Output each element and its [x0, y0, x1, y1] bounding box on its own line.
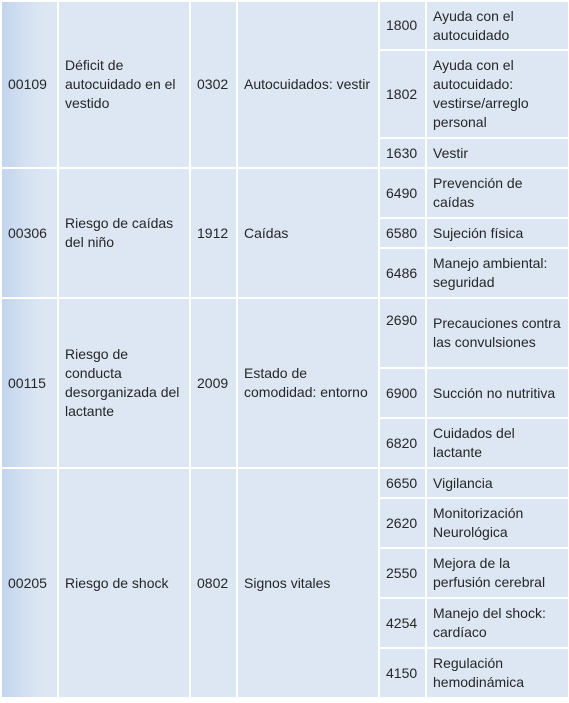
nic-label-cell: Mejora de la perfusión cerebral [426, 548, 569, 598]
diagnosis-cell: Riesgo de shock [58, 468, 190, 698]
nic-code-cell: 1800 [379, 1, 426, 50]
table-row [1, 468, 569, 498]
noc-code-cell: 0302 [190, 1, 237, 168]
nic-label-cell: Ayuda con el autocuidado [426, 1, 569, 50]
diagnosis-cell: Déficit de autocuidado en el vestido [58, 1, 190, 168]
nic-label-cell: Precauciones contra las convulsiones [426, 298, 569, 368]
nic-label-cell: Vigilancia [426, 468, 569, 498]
nic-label-cell: Manejo ambiental: seguridad [426, 248, 569, 298]
noc-code-cell: 0802 [190, 468, 237, 698]
nic-label-cell: Cuidados del lactante [426, 418, 569, 468]
nic-label-cell: Regulación hemodinámica [426, 648, 569, 698]
nic-code-cell: 6650 [379, 468, 426, 498]
table-row [1, 298, 569, 368]
nic-label-cell: Vestir [426, 138, 569, 168]
nic-code-cell: 6580 [379, 218, 426, 248]
nic-code-cell: 6486 [379, 248, 426, 298]
outcome-cell: Signos vitales [237, 468, 379, 698]
noc-code-cell: 2009 [190, 298, 237, 468]
table-row [1, 1, 569, 50]
nanda-code-cell: 00205 [1, 468, 58, 698]
diagnosis-cell: Riesgo de conducta desorganizada del lactante [58, 298, 190, 468]
nic-label-cell: Monitorización Neurológica [426, 498, 569, 548]
nic-label-cell: Sujeción física [426, 218, 569, 248]
nanda-code-cell: 00109 [1, 1, 58, 168]
nic-code-cell: 2550 [379, 548, 426, 598]
nic-code-cell: 6490 [379, 168, 426, 218]
nic-code-cell: 1630 [379, 138, 426, 168]
nic-label-cell: Ayuda con el autocuidado: vestirse/arreglo personal [426, 50, 569, 138]
nic-code-cell: 6820 [379, 418, 426, 468]
nic-code-cell: 2690 [379, 298, 426, 368]
nic-code-cell: 6900 [379, 368, 426, 418]
outcome-cell: Estado de comodidad: entorno [237, 298, 379, 468]
outcome-cell: Caídas [237, 168, 379, 298]
nic-code-cell: 4254 [379, 598, 426, 648]
nic-label-cell: Manejo del shock: cardíaco [426, 598, 569, 648]
nic-label-cell: Succión no nutritiva [426, 368, 569, 418]
nic-code-cell: 1802 [379, 50, 426, 138]
nic-label-cell: Prevención de caídas [426, 168, 569, 218]
noc-code-cell: 1912 [190, 168, 237, 298]
table-row [1, 168, 569, 218]
nanda-code-cell: 00115 [1, 298, 58, 468]
nic-code-cell: 2620 [379, 498, 426, 548]
nic-code-cell: 4150 [379, 648, 426, 698]
nanda-code-cell: 00306 [1, 168, 58, 298]
outcome-cell: Autocuidados: vestir [237, 1, 379, 168]
diagnosis-cell: Riesgo de caídas del niño [58, 168, 190, 298]
